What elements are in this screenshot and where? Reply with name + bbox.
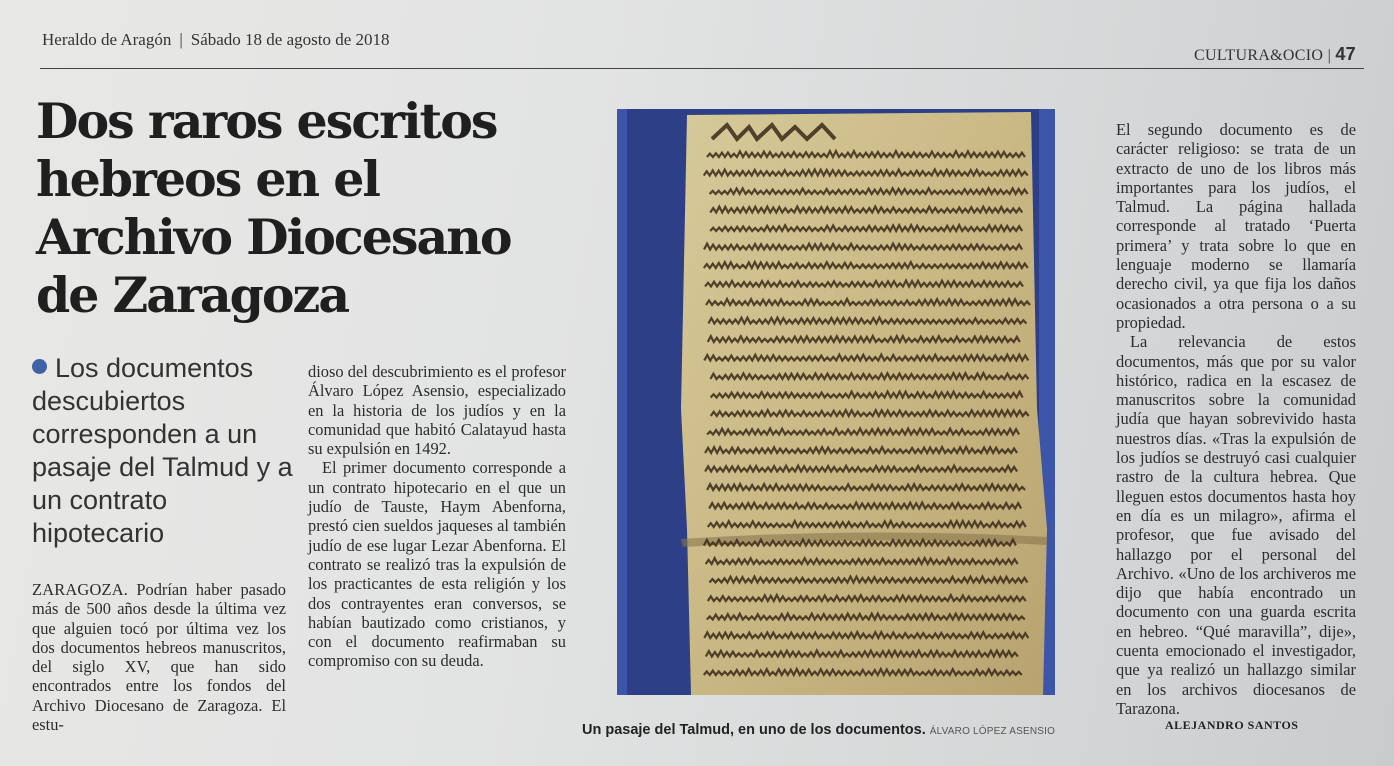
column-paragraph: dioso del descubrimiento es el profesor Álvaro López Asensio, especializado en la historia de los judíos y en la comunidad que habitó Calatayud hasta su expulsión en 1492. [308,362,566,459]
article-subhead [32,352,297,550]
publication-name: Heraldo de Aragón [42,30,172,49]
caption-text: Un pasaje del Talmud, en uno de los documentos. [582,722,926,738]
column-paragraph: El segundo documento es de carácter religioso: se trata de un extracto de uno de los libros más importantes para los judíos, el Talmud. La página hallada corresponde al tratado ‘Puerta primera’ y trata sobre lo que en lenguaje moderno se llamaría derecho civil, ya que fija los daños ocasionados a otra persona o a su propiedad. [1116,120,1356,332]
page-number: 47 [1335,44,1356,64]
article-headline [36,92,596,324]
article-column-3 [1116,120,1356,718]
photo-caption [582,722,1102,738]
publication-date: Sábado 18 de agosto de 2018 [190,30,390,49]
dateline: ZARAGOZA. [32,580,129,599]
section-name: CULTURA&OCIO [1194,47,1324,64]
page-header-left [42,30,390,50]
header-separator-right: | [1327,47,1336,64]
column-paragraph: La relevancia de estos documentos, más que por su valor histórico, radica en la escasez de manuscritos sobre la comunidad judía que hayan sobrevivido hasta nuestros días. «Tras la expulsión de los judíos se destruyó casi cualquier rastro de la cultura hebrea. Que lleguen estos documentos hasta hoy en día es un milagro», afirma el profesor, que fue avisado del hallazgo por el personal del Archivo. «Uno de los archiveros me dijo que había encontrado un documento con una guarda escrita en hebreo. “Qué maravilla”, dije», cuenta emocionado el investigador, que ya realizó un hallazgo similar en los archivos diocesanos de Tarazona. [1116,332,1356,718]
column-paragraph: El primer documento corresponde a un contrato hipotecario en el que un judío de Tauste, Haym Abenforna, prestó cien sueldos jaqueses al también judío de ese lugar Lezar Abenforna. El contrato se realizó tras la expulsión de los practicantes de esta religión y los dos contrayentes eran conversos, se habían bautizado como cristianos, y con el documento reafirmaban su compromiso con su deuda. [308,458,566,671]
manuscript-image [617,109,1055,695]
header-separator: | [179,30,183,49]
photographer-byline: ALEJANDRO SANTOS [1165,718,1299,732]
paragraph-text: Podrían haber pasado más de 500 años desde la última vez que alguien tocó por última vez los dos documentos hebreos manuscritos, del siglo XV, que han sido encontrados entre los fondos del Archivo Diocesano de Zaragoza. El estu- [32,580,286,735]
page-header-right [1194,44,1356,65]
headline-line: hebreos en el [36,150,380,208]
subhead-text: Los documentos descubiertos corresponden a un pasaje del Talmud y a un contrato hipotecario [32,353,293,548]
article-column-2 [308,362,566,671]
column-paragraph [32,580,286,734]
caption-credit: ÁLVARO LÓPEZ ASENSIO [929,726,1056,737]
headline-line: Dos raros escritos [36,92,497,150]
bullet-icon [32,359,47,374]
header-rule [40,68,1364,69]
headline-line: de Zaragoza [36,266,349,324]
talmud-manuscript-photo [617,109,1055,695]
article-column-1 [32,580,286,734]
headline-line: Archivo Diocesano [36,208,511,266]
